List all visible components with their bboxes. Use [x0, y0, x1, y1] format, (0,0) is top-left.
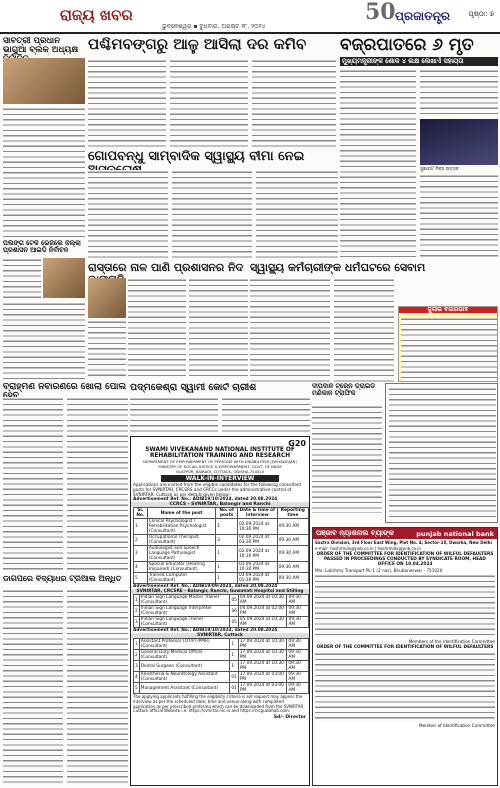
- col-count: No. of posts: [216, 508, 238, 519]
- table-cell: 3: [134, 546, 148, 562]
- table-cell: 09:30 AM: [287, 617, 309, 628]
- table-cell: 09:30 AM: [287, 650, 309, 661]
- table-row: [134, 672, 309, 683]
- posts-table-1: [133, 507, 309, 584]
- photo-caption: ସୁଶାରଟ ଦିବସ ଉତ୍ସବ: [420, 167, 459, 172]
- adv-unit-1: CCRCS - SVNIRTAR, Balangir and Ranchi: [131, 502, 309, 507]
- story-5: [3, 240, 85, 380]
- table-cell: 09:30 AM: [277, 573, 308, 584]
- table-cell: 09:30 AM: [277, 519, 308, 535]
- table-cell: 09:30 AM: [277, 535, 308, 546]
- table-cell: 09:30 AM: [287, 661, 309, 672]
- table-cell: 17.09.2024 at 03:00 PM: [238, 672, 287, 683]
- table-cell: Indian Sign Language Interpreter (Consultant): [139, 606, 230, 617]
- logo-name: ପ୍ରଜାତନ୍ତ୍ର: [395, 9, 451, 23]
- story-1-headline: ସାବିତ୍ରୀ ପ୍ରଧାନ ଭାଗୁଆ ବ୍ଲକ ଅଧ୍ୟକ୍ଷ: [3, 37, 79, 55]
- story-11: [3, 575, 128, 785]
- newspaper-logo: [365, 0, 475, 29]
- table-cell: 05: [230, 617, 238, 628]
- date-line: ଭୁବନେଶ୍ୱର ▪ ବୁଧବାର, ଅଗଷ୍ଟ ୨୮, ୨୦୨୪: [162, 23, 266, 30]
- story-9: [130, 383, 310, 433]
- table-cell: 09:30 AM: [287, 683, 309, 694]
- table-cell: 1: [134, 519, 148, 535]
- table-cell: 5: [134, 683, 140, 694]
- table-cell: 09:30 AM: [287, 606, 309, 617]
- table-cell: 04.09.2024 at 02:00 PM: [238, 606, 287, 617]
- table-cell: Dental Surgeon (Consultant): [139, 661, 230, 672]
- table-cell: 2: [134, 606, 140, 617]
- table-cell: 2: [134, 535, 148, 546]
- story-1: [3, 37, 85, 237]
- pnb-name-odia: ପଞ୍ଜାବ ନ୍ୟାଶନାଲ ବ୍ୟାଙ୍କ: [316, 529, 394, 537]
- col-date: Date & time of interview: [237, 508, 277, 519]
- story-6: [88, 262, 248, 380]
- table-cell: 1: [230, 661, 238, 672]
- table-cell: 01: [230, 683, 238, 694]
- table-cell: Indian Sign Language Master Trainer (Consultant): [139, 595, 230, 606]
- table-cell: 06: [230, 606, 238, 617]
- pnb-order-heading-1: ORDER OF THE COMMITTEE FOR IDENTIFICATION OF WILFUL DEFAULTERS PASSED IN PROCEEDINGS CONDUCTED BY SYNDICATE ROOM, HEAD OFFICE ON 18.04.2024: [316, 552, 494, 567]
- table-cell: 09:30 AM: [287, 672, 309, 683]
- story-8: [3, 383, 128, 573]
- table-cell: 17.09.2024 at 03:00 PM: [238, 683, 287, 694]
- market-box-title: ଜୁଲାଇ ବଜାରଭାବ: [399, 307, 497, 313]
- table-row: [134, 535, 309, 546]
- table-cell: Indian Sign Language Trainer (Consultant): [139, 617, 230, 628]
- table-cell: 1: [216, 546, 238, 562]
- table-cell: 3: [216, 535, 238, 546]
- table-cell: General Duty Medical Officer (Consultant): [139, 650, 230, 661]
- story-3-headline: ବଜ୍ରପାତରେ ୬ ମୃତ: [340, 37, 474, 55]
- pnb-order-heading-2: ORDER OF THE COMMITTEE FOR IDENTIFICATION OF WILFUL DEFAULTERS: [316, 645, 494, 650]
- ad-ministry: MINISTRY OF SOCIAL JUSTICE & EMPOWERMENT, GOVT. OF INDIA: [158, 464, 282, 469]
- table-row: [134, 617, 309, 628]
- story-10: [312, 383, 382, 513]
- story-4: [88, 150, 338, 260]
- col-sl: Sl. No.: [134, 508, 148, 519]
- table-cell: 09:30 AM: [277, 562, 308, 573]
- ad-title-1: SWAMI VIVEKANAND NATIONAL INSTITUTE OF: [145, 447, 295, 453]
- table-row: [134, 519, 309, 535]
- table-cell: Occupational Therapist (Consultant): [147, 535, 215, 546]
- table-row: [134, 650, 309, 661]
- table-cell: 03.09.2024 at 01:30 PM: [237, 573, 277, 584]
- walkin-banner: WALK-IN-INTERVIEW: [161, 475, 279, 482]
- story-2: [88, 37, 336, 147]
- table-cell: 3: [134, 661, 140, 672]
- table-cell: Audiologist and Speech Language Pathologist (Consultant): [147, 546, 215, 562]
- table-row: [134, 546, 309, 562]
- story-7: [250, 262, 498, 382]
- adv-unit-2: SVNIRTAR, CRCSRE - Balangir, Ranchi, Guwahati Hospital and Stilling: [131, 589, 309, 594]
- adv-ref-2: Advertisement Ref. No.: ADIB19/09/2024, dated 20.08.2024: [133, 584, 278, 590]
- table-cell: 02.09.2024 at 03:30 PM: [237, 535, 277, 546]
- table-row: [134, 562, 309, 573]
- page-number: ପୃଷ୍ଠା: ୭: [468, 10, 494, 18]
- story-4-headline: ଗୋପବନ୍ଧୁ ସାମ୍ବାଦିକ ସ୍ୱାସ୍ଥ୍ୟ ବୀମା ନେଇ: [88, 150, 305, 164]
- table-cell: 4: [134, 562, 148, 573]
- ad-footer: The applying applicants fulfilling the eligibility criteria is set request may appear the interview as per the scheduled date, time and venue along with completed application as per prescribed proforma which can be downloaded from the SVNIRTAR, Cuttack official Website i.e. https://svnirtar.nic.in and https://crcguwahati.com.: [133, 694, 305, 714]
- table-cell: 1: [216, 519, 238, 535]
- table-row: [134, 661, 309, 672]
- story-5-headline: ପିଲିଙ୍ଗ ଟେକି ଭେଜିଲେ ଜିଲ୍ଲା ପ୍ରଶାସନ ଆଇଡି ନିର୍ବାଚନ: [3, 240, 81, 254]
- col-reporting: Reporting time: [277, 508, 308, 519]
- table-cell: Management Assistant (Consultant): [139, 683, 230, 694]
- table-cell: 17.09.2024 at 10:30 PM: [238, 661, 287, 672]
- table-cell: 02.09.2024 at 10:30 PM: [237, 546, 277, 562]
- table-cell: 02.09.2024 at 10:30 PM: [237, 519, 277, 535]
- table-row: [134, 606, 309, 617]
- pnb-name-en: punjab national bank: [416, 529, 494, 538]
- table-cell: 09:30 AM: [277, 546, 308, 562]
- pnb-party: M/s. Lakshmy Transport Pk-1 (2 nos), Bhubaneswar - 751020: [315, 568, 443, 573]
- news-photo: [43, 258, 85, 298]
- table-cell: 09:30 AM: [287, 595, 309, 606]
- story-6-headline: ରାସ୍ତାରେ ନାଳ ପାଣି ପ୍ରଶାସନର ନିଦ: [88, 262, 244, 274]
- table-cell: 1: [216, 562, 238, 573]
- story-11-headline: ଡାଗପରେ ବିଦ୍ୟାଧର ଟ୍ରିଆଲ ଅନ୍ଧିତ: [3, 575, 122, 583]
- story-3: [340, 37, 498, 257]
- table-cell: 2: [134, 650, 140, 661]
- news-photo: [3, 58, 85, 104]
- table-row: [134, 639, 309, 650]
- table-cell: 3: [134, 617, 140, 628]
- table-cell: 1: [134, 595, 140, 606]
- table-cell: Special Educator (Hearing Impaired) (Consultant): [147, 562, 215, 573]
- table-cell: 1: [230, 650, 238, 661]
- pnb-email: e-mail: hoshrmidv@pnb.co.in | hoshrmidv@pnb.co.in: [315, 546, 421, 551]
- pnb-members: Members of the Identification Committee: [408, 639, 495, 644]
- pnb-signature: Member of Identification Committee: [419, 723, 495, 728]
- adv-unit-3: SVNIRTAR, Cuttack: [131, 633, 309, 638]
- table-cell: Assistant Professor (OT/PT/PMR) (Consultant): [139, 639, 230, 650]
- table-cell: 1: [216, 573, 238, 584]
- table-cell: 1: [134, 639, 140, 650]
- posts-table-2: [133, 594, 309, 628]
- table-row: [134, 595, 309, 606]
- table-cell: 1: [230, 639, 238, 650]
- col-post: Name of the post: [147, 508, 215, 519]
- table-cell: Anesthesia & Neurotology Assistant (Consultant): [139, 672, 230, 683]
- table-cell: 17.09.2024 at 10:30 PM: [238, 650, 287, 661]
- table-cell: 5: [134, 573, 148, 584]
- table-cell: Trained Computer (Consultant): [147, 573, 215, 584]
- news-photo: [88, 278, 126, 318]
- ad-dept: DEPARTMENT OF EMPOWERMENT OF PERSONS WITH DISABILITIES (DIVYANGJAN): [143, 459, 297, 464]
- posts-table-3: [133, 638, 309, 694]
- ad-title-2: REHABILITATION TRAINING AND RESEARCH: [149, 453, 291, 459]
- story-1-body: [3, 107, 85, 237]
- logo-number: 50: [365, 0, 396, 25]
- story-2-headline: ପଶ୍ଚିମବଙ୍ଗରୁ ଆଳୁ ଆସିଲା ଦର କମିବ: [88, 37, 307, 53]
- lightning-photo: [420, 119, 498, 165]
- adv-ref-3: Advertisement Ref. No.: ADIB19/10/2024, dated 20.08.2024: [133, 628, 278, 634]
- pnb-advertisement: [312, 527, 498, 786]
- story-10-headline: ଦୀପଦାନ ଟ୍ରେନ ଡ୍ରାଇଡି ମଣିକାନ ଟ୍ରାଫିକ: [312, 383, 376, 397]
- pnb-office: Sastra Division, 3rd Floor East Wing, Plot No. 4, Sector-10, Dwarka, New Delhi: [315, 540, 492, 545]
- table-cell: 05: [230, 595, 238, 606]
- table-cell: 03.09.2024 at 10:30 PM: [237, 562, 277, 573]
- table-cell: Clinical Psychologist / Rehabilitation Psychologist (Consultant): [147, 519, 215, 535]
- section-title: ରାଜ୍ୟ ଖବର: [60, 6, 133, 24]
- table-cell: 09:30 AM: [287, 639, 309, 650]
- story-3-subhead: ମୁଖ୍ୟମନ୍ତ୍ରୀଙ୍କ ଶୋକ ୪ ଲକ୍ଷ ଲେଖାଏଁ ସହାୟତା: [340, 57, 498, 66]
- g20-logo: G20: [288, 439, 306, 448]
- masthead: [0, 0, 500, 34]
- legal-notice: [385, 383, 498, 523]
- adv-ref-1: Advertisement Ref. No.: ADIB19/10/2024, dated 20.08.2024: [133, 497, 278, 503]
- table-cell: 17.09.2024 at 10:30 PM: [238, 639, 287, 650]
- story-9-headline: ପଦ୍ମକେଶ୍ରା ସ୍ୱାମୀ କୋର୍ଟ ଚାରୀଶ: [130, 383, 257, 393]
- table-cell: 01: [230, 672, 238, 683]
- table-cell: 4: [134, 672, 140, 683]
- ad-address: OLATPUR, BAIRAOI, CUTTACK, ODISHA-754010: [175, 469, 265, 474]
- table-cell: 04.09.2024 at 10:30 AM: [238, 595, 287, 606]
- table-row: [134, 573, 309, 584]
- ad-signature: Sd/- Director: [273, 714, 306, 720]
- market-box: [398, 306, 498, 382]
- story-8-headline: ବ୍ରାହ୍ମଣ ନିବାରଣରେ ଖୋଲା ପୋଲ: [3, 383, 127, 392]
- ad-intro: Applications are invited from the eligible candidates for the following consultant posts for SVNIRTAR, CRCSRS and CRCCs under the administrative control of SVNIRTAR, Cuttack as per details given below:-: [133, 482, 302, 497]
- story-7-headline: ସ୍ୱାସ୍ଥ୍ୟ କର୍ମଚାରୀଙ୍କ ଧର୍ମଘଟରେ ସେବାମ: [250, 262, 426, 274]
- svnirtar-advertisement: [130, 436, 310, 786]
- table-cell: 05.09.2024 at 10:30 AM: [238, 617, 287, 628]
- table-row: [134, 683, 309, 694]
